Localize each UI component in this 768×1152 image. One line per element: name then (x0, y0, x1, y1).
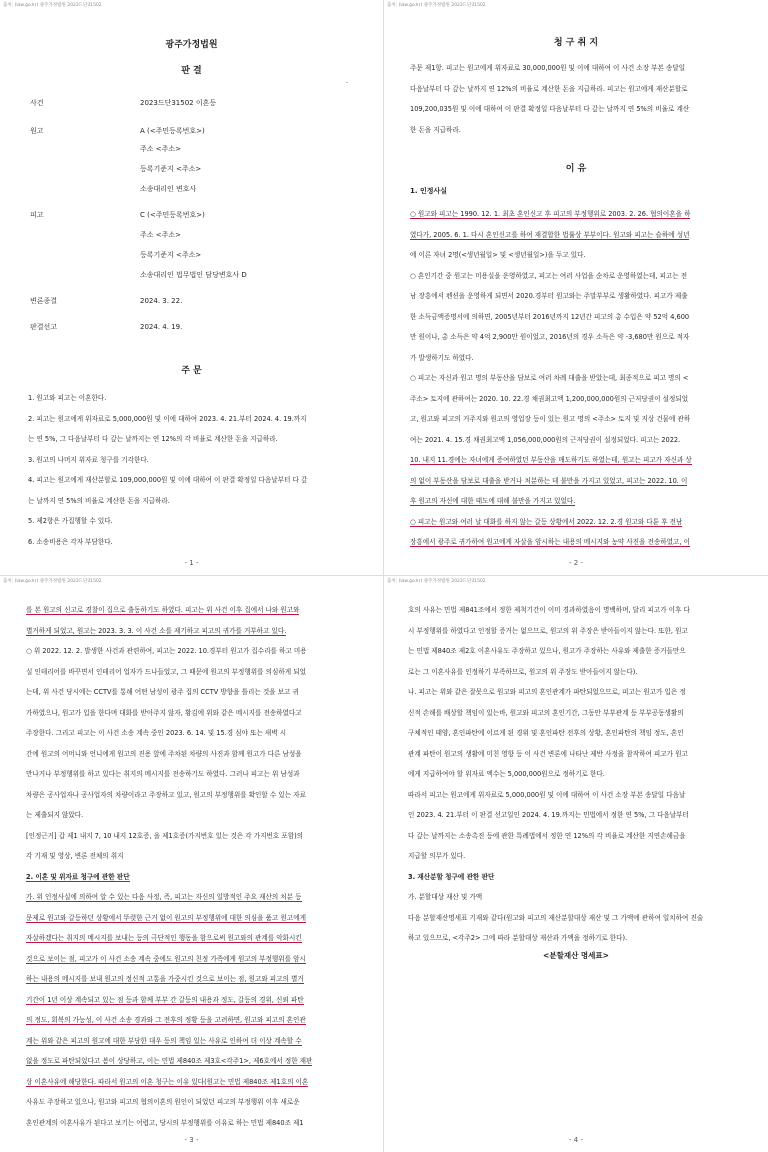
text-line (26, 1010, 312, 1031)
text-line (410, 204, 692, 225)
underlined-text: 문제로 원고와 갈등하던 상황에서 뚜렷한 근거 없이 원고의 부정행위에 대한 의심을 품고 원고에게 (26, 913, 306, 922)
text-line (26, 826, 312, 847)
source-url: 출처: (law.go.kr) 광주가정법원 2023드단31502 (3, 3, 102, 8)
text-line: 는 날까지 연 5%의 비율로 계산한 돈을 지급하라. (28, 496, 170, 505)
line-text: 고, 원고와 피고의 거주지와 원고의 영업장 등이 있는 원고 명의 <주소> 토지 및 지상 건물에 관하 (410, 415, 691, 423)
source-url: 출처: (law.go.kr) 광주가정법원 2023드단31502 (387, 3, 486, 8)
underlined-text: ○ 원고와 피고는 1990. 12. 1. 최초 혼인신고 후 피고의 부정행위로 2003. 2. 26. 협의이혼을 하 (410, 210, 691, 218)
document-title: 판 결 (181, 66, 202, 76)
text-line (410, 348, 692, 369)
line-text: 3. 재산분할 청구에 관한 판단 (408, 872, 495, 881)
text-line (410, 307, 692, 328)
line-text: 인 2023. 4. 21.부터 이 판결 선고일인 2024. 4. 19.까지는 민법에서 정한 연 5%, 그 다음날부터 (408, 811, 689, 819)
text-line (26, 600, 312, 621)
underlined-text: 하는 내용의 메시지를 보내 원고의 정신적 고통을 가중시킨 것으로 보이는 점, 원고와 피고의 별거 (26, 975, 304, 983)
line-text: 가하였으나, 원고가 입을 한다며 대화를 받아주지 않자, 황김에 위와 같은 메시지를 전송하였다고 (26, 708, 302, 717)
row-value: 등록기준지 <주소> (140, 251, 202, 259)
text-line (410, 430, 692, 451)
line-text: 지급할 의무가 있다. (408, 852, 466, 860)
text-line (410, 286, 692, 307)
underlined-text: 가. 위 인정사실에 의하여 알 수 있는 다음 사정, 즉, 피고는 자신의 일방적인 주요 재산의 처분 등 (26, 893, 302, 901)
underlined-text: 기간이 1년 이상 계속되고 있는 점 등과 함께 부부 간 갈등의 내용과 정도, 갈등의 경위, 신뢰 파탄 (26, 995, 304, 1004)
text-line (408, 908, 703, 929)
text-line (26, 1072, 312, 1093)
text-line (410, 450, 692, 471)
text-line (410, 225, 692, 246)
underlined-text: ○ 피고는 원고와 여러 날 대화를 하지 않는 갈등 상황에서 2022. 12. 2.경 원고와 다툰 후 전남 (410, 517, 683, 526)
text-line (26, 682, 312, 703)
row-value: 등록기준지 <주소> (140, 165, 202, 173)
line-text: 가 발생하기도 하였다. (410, 353, 474, 362)
page-1 (0, 0, 384, 576)
line-text: ○ 위 2022. 12. 2. 발생한 사건과 관련하여, 피고는 2022. 10.경부터 원고가 집수리를 하고 미용 (26, 647, 307, 655)
text-line (410, 532, 692, 553)
underlined-text: 별거하게 되었고, 원고는 2023. 3. 3. 이 사건 소를 제기하고 피고의 귀가를 거부하고 있다. (26, 626, 287, 635)
row-label: 판결선고 (30, 323, 58, 331)
text-line (26, 764, 312, 785)
row-value: A (<주민등록번호>) (140, 127, 205, 135)
line-text: 사유도 주장하고 있으나, 원고와 피고의 협의이혼의 원인이 되었던 피고의 부정행위 이후 새로운 (26, 1098, 300, 1106)
text-line (410, 327, 692, 348)
text-line (408, 867, 703, 888)
reason-body (26, 600, 312, 1133)
page-number: - 2 - (569, 559, 583, 567)
line-text: 호의 사유는 민법 제841조에서 정한 제척기간이 이미 경과하였음이 명백하며, 달리 피고가 이후 다 (408, 606, 690, 614)
underlined-text: 장흥에서 광주로 귀가하여 원고에게 자살을 암시하는 내용의 메시지와 농약 사진을 전송하였고, 이 (410, 538, 690, 546)
underlined-text: 후 원고의 자신에 대한 태도에 대해 불만을 가지고 있었다. (410, 497, 576, 505)
text-line (408, 641, 703, 662)
text-line: 1. 원고와 피고는 이혼한다. (28, 394, 107, 402)
claim-body (410, 58, 689, 140)
line-text: 나. 피고는 위와 같은 잘못으로 원고와 피고의 혼인관계가 파탄되었으므로, 피고는 원고가 입은 정 (408, 688, 686, 696)
text-line (408, 928, 703, 949)
source-url: 출처: (law.go.kr) 광주가정법원 2023드단31502 (3, 579, 102, 584)
underlined-text: 없을 정도로 파탄되었다고 봄이 상당하고, 이는 민법 제840조 제3호<각주1>, 제6호에서 정한 재판 (26, 1057, 313, 1065)
line-text: 따라서 피고는 원고에게 위자료로 5,000,000원 및 이에 대하여 이 사건 소장 부본 송달일 다음날 (408, 790, 686, 799)
text-line (26, 867, 312, 888)
line-text: [인정근거] 갑 제1 내지 7, 10 내지 12호증, 을 제1호증(가지번호 있는 것은 각 가지번호 포함)의 (26, 831, 304, 840)
text-line (26, 744, 312, 765)
text-line (410, 491, 692, 512)
page-number: - 4 - (569, 1136, 583, 1144)
underlined-text: 의 정도, 회복의 가능성, 이 사건 소송 경과와 그 전후의 정황 등을 고려하면, 원고와 피고의 혼인관 (26, 1016, 306, 1024)
text-line: 109,200,035원 및 이에 대하여 이 판결 확정일 다음날부터 다 갚는 날까지 연 5%의 비율로 계산 (410, 105, 690, 113)
line-text: 간에 원고의 어머니와 언니에게 원고의 진용 앞에 주차된 차량의 사진과 함께 원고가 다른 남성을 (26, 749, 302, 758)
row-label: 변론종결 (30, 297, 58, 305)
text-line (26, 1092, 312, 1113)
text-line (26, 1031, 312, 1052)
row-value: 소송대리인 법무법인 담당변호사 D (140, 271, 247, 279)
page-4 (384, 576, 768, 1152)
line-text: 만 원이나, 총 소득은 약 4억 2,900만 원이었고, 2016년의 경우 소득은 약 -3,680만 원으로 적자 (410, 333, 690, 341)
row-value: 2024. 4. 19. (140, 323, 183, 331)
reason-body (410, 204, 692, 553)
row-value: 소송대리인 변호사 (140, 185, 197, 193)
line-text: 는 제출되지 않았다. (26, 811, 84, 819)
text-line (408, 764, 703, 785)
text-line (408, 846, 703, 867)
line-text: ○ 피고는 자신과 원고 명의 부동산을 담보로 여러 차례 대출을 받았는데, 최종적으로 피고 명의 < (410, 374, 689, 382)
text-line (408, 785, 703, 806)
page-number: - 1 - (184, 559, 199, 567)
text-line (26, 723, 312, 744)
line-text: 차량은 공사업자나 공사업자의 차량이라고 주장하고 있고, 원고의 부정행위를 확인할 수 있는 자료 (26, 790, 306, 799)
claim-title: 청 구 취 지 (553, 38, 599, 48)
line-text: ○ 혼인기간 중 원고는 미용실을 운영하였고, 피고는 여러 사업을 순차로 운영하였는데, 피고는 전 (410, 271, 688, 280)
line-text: 에게 지급하여야 할 위자료 액수는 5,000,000원으로 정하기로 한다. (408, 770, 605, 778)
line-text: 관계 파탄이 원고의 생활에 미친 영향 등 이 사건 변론에 나타난 제반 사정을 참작하여 피고가 원고 (408, 749, 688, 758)
page-3 (0, 576, 384, 1152)
source-url: 출처: (law.go.kr) 광주가정법원 2023드단31502 (387, 579, 486, 584)
text-line (408, 887, 703, 908)
text-line: 는 연 5%, 그 다음날부터 다 갚는 날까지는 연 12%의 각 비율로 계산한 돈을 지급하라. (28, 435, 278, 443)
line-text: 다음 분할재산명세표 기재와 같다(원고와 피고의 재산분할대상 재산 및 그 가액에 관하여 일치하여 진술 (408, 913, 704, 922)
line-text: 각 기재 및 영상, 변론 전체의 취지 (26, 852, 124, 860)
text-line (26, 887, 312, 908)
line-text: 하고 있으므로, <각주2> 그에 따라 분할대상 재산과 가액을 정하기로 한다). (408, 934, 628, 942)
line-text: 로는 그 이혼사유를 인정하기 부족하므로, 원고의 위 주장도 받아들이지 않는다). (408, 667, 638, 676)
text-line (410, 245, 692, 266)
text-line: 6. 소송비용은 각자 부담한다. (28, 537, 113, 546)
text-line: 한 돈을 지급하라. (410, 125, 461, 134)
text-line (26, 641, 312, 662)
order-body (28, 388, 307, 552)
text-line (408, 703, 703, 724)
underlined-text: 자살하겠다는 취지의 메시지를 보내는 등의 극단적인 행동을 함으로써 원고와의 관계를 악화시킨 (26, 934, 302, 942)
page-number: - 3 - (184, 1136, 199, 1144)
line-text: 구체적인 태양, 혼인파탄에 이르게 된 경위 및 혼인파탄 전후의 상황, 혼인파탄의 책임 정도, 혼인 (408, 729, 684, 737)
text-line (410, 389, 692, 410)
row-label: 피고 (30, 211, 44, 219)
line-text: 여는 2021. 4. 15.경 채권최고액 1,056,000,000원의 근저당권이 설정되었다. 피고는 2022. (410, 435, 681, 444)
text-line (26, 785, 312, 806)
row-value: C (<주민등록번호>) (140, 211, 205, 219)
page-2 (384, 0, 768, 576)
underlined-text: 것으로 보이는 점, 피고가 이 사건 소송 계속 중에도 원고의 친정 가족에게 원고의 부정행위를 암시 (26, 954, 306, 963)
line-text: 에 이른 자녀 2명(<생년월일> 및 <생년월일>)을 두고 있다. (410, 251, 586, 259)
line-text: 가. 분할대상 재산 및 가액 (408, 893, 483, 901)
underlined-text: 를 본 원고의 신고로 경찰이 집으로 출동하기도 하였다. 피고는 위 사건 이후 집에서 나와 원고와 (26, 606, 300, 614)
row-value: 주소 <주소> (140, 231, 182, 239)
text-line (26, 969, 312, 990)
court-name: 광주가정법원 (165, 40, 218, 50)
text-line (408, 621, 703, 642)
line-text: 만나거나 부정행위를 하고 있다는 취지의 메시지를 전송하기도 하였다. 그러나 피고는 위 남성과 (26, 770, 300, 778)
text-line (410, 409, 692, 430)
row-label: 사건 (30, 99, 44, 107)
row-value: 2024. 3. 22. (140, 297, 183, 305)
text-line (26, 1113, 312, 1134)
underlined-text: 2. 이혼 및 위자료 청구에 관한 판단 (26, 872, 130, 881)
line-text: 신적 손해를 배상할 책임이 있는바, 원고와 피고의 혼인기간, 그동안 부부관계 등 부부공동생활의 (408, 708, 684, 717)
text-line (410, 512, 692, 533)
text-line (410, 471, 692, 492)
text-line (410, 368, 692, 389)
reason-title: 이 유 (565, 164, 587, 174)
row-value: 주소 <주소> (140, 145, 182, 153)
text-line: 2. 피고는 원고에게 위자료로 5,000,000원 및 이에 대하여 2023. 4. 21.부터 2024. 4. 19.까지 (28, 414, 307, 423)
text-line (26, 949, 312, 970)
text-line (410, 266, 692, 287)
text-line (26, 1051, 312, 1072)
line-text: 는 민법 제840조 제2호 이혼사유도 주장하고 있으나, 원고가 주장하는 사유와 제출한 증거들만으 (408, 647, 686, 655)
line-text: 주소> 토지에 관하여는 2020. 10. 22.경 채권최고액 1,200,000,000원의 근저당권이 설정되었 (410, 394, 689, 403)
text-line: 4. 피고는 원고에게 재산분할로 109,000,000원 및 이에 대하여 이 판결 확정일 다음날부터 다 갚 (28, 476, 308, 484)
text-line (26, 908, 312, 929)
text-line: 주문 제1항. 피고는 원고에게 위자료로 30,000,000원 및 이에 대하여 이 사건 소장 부본 송달일 (410, 64, 686, 72)
text-line (26, 621, 312, 642)
text-line (26, 805, 312, 826)
text-line: 5. 제2항은 가집행할 수 있다. (28, 517, 113, 525)
text-line: 다음날부터 다 갚는 날까지 연 12%의 비율로 계산한 돈을 지급하라. 피고는 원고에게 재산분할로 (410, 84, 688, 93)
text-line (26, 990, 312, 1011)
underlined-text: 10. 내지 11.경에는 자녀에게 증여하였던 부동산을 매도하기도 하였는데, 원고는 피고가 자신과 상 (410, 456, 692, 464)
underlined-text: 의 없이 부동산을 담보로 대출을 받거나 처분하는 데 불만을 가지고 있었고, 피고는 2022. 10. 이 (410, 476, 688, 485)
underlined-text: 계는 위와 같은 피고의 원고에 대한 부당한 대우 등의 책임 있는 사유로 인하여 더 이상 계속할 수 (26, 1036, 302, 1045)
line-text: 실 인테리어를 바꾸면서 인테리어 업자가 드나들었고, 그 때문에 원고의 부정행위를 의심하게 되었 (26, 667, 306, 676)
line-text: 한 소득금액증명서에 의하면, 2005년부터 2016년까지 12년간 피고의 총 수입은 약 52억 4,600 (410, 312, 690, 321)
text-line (408, 744, 703, 765)
line-text: 다 갚는 날까지는 소송촉진 등에 관한 특례법에서 정한 연 12%의 각 비율로 계산한 지연손해금을 (408, 831, 686, 840)
section-heading: 1. 인정사실 (410, 187, 448, 195)
underlined-text: 였다가, 2005. 6. 1. 다시 혼인신고를 하여 재결합한 법률상 부부이다. 원고와 피고는 슬하에 성년 (410, 230, 690, 239)
line-text: 남 장흥에서 펜션을 운영하게 되면서 2020.경부터 원고와는 주말부부로 생활하였다. 피고가 제출 (410, 292, 688, 300)
text-line (408, 662, 703, 683)
text-line (26, 928, 312, 949)
text-line (408, 682, 703, 703)
text-line (26, 703, 312, 724)
reason-body (408, 600, 703, 949)
text-line (408, 826, 703, 847)
line-text: 는데, 위 사건 당시에는 CCTV를 통해 어떤 남성이 광주 집의 CCTV 방향을 틀리는 것을 보고 귀 (26, 688, 299, 696)
text-line: 3. 원고의 나머지 위자료 청구를 기각한다. (28, 455, 149, 464)
text-line (408, 805, 703, 826)
underlined-text: 상 이혼사유에 해당한다. 따라서 원고의 이혼 청구는 이유 있다(원고는 민법 제840조 제1호의 이혼 (26, 1077, 309, 1086)
text-line (408, 723, 703, 744)
line-text: 시 부정행위를 하였다고 인정할 증거는 없으므로, 원고의 위 주장은 받아들이지 않는다. 또한, 원고 (408, 626, 688, 635)
row-value: 2023드단31502 이혼등 (140, 99, 217, 107)
line-text: 주장한다. 그리고 피고는 이 사건 소송 계속 중인 2023. 6. 14. 및 15.경 심야 또는 새벽 시 (26, 729, 287, 737)
text-line (26, 846, 312, 867)
text-line (408, 600, 703, 621)
line-text: 혼인관계의 이혼사유가 된다고 보기는 어렵고, 당시의 부정행위를 이유로 하는 민법 제840조 제1 (26, 1118, 304, 1127)
text-line (26, 662, 312, 683)
row-label: 원고 (30, 127, 44, 135)
dot-mark: . (346, 77, 349, 85)
table-title: <분할재산 명세표> (543, 951, 609, 960)
order-title: 주 문 (181, 366, 202, 376)
